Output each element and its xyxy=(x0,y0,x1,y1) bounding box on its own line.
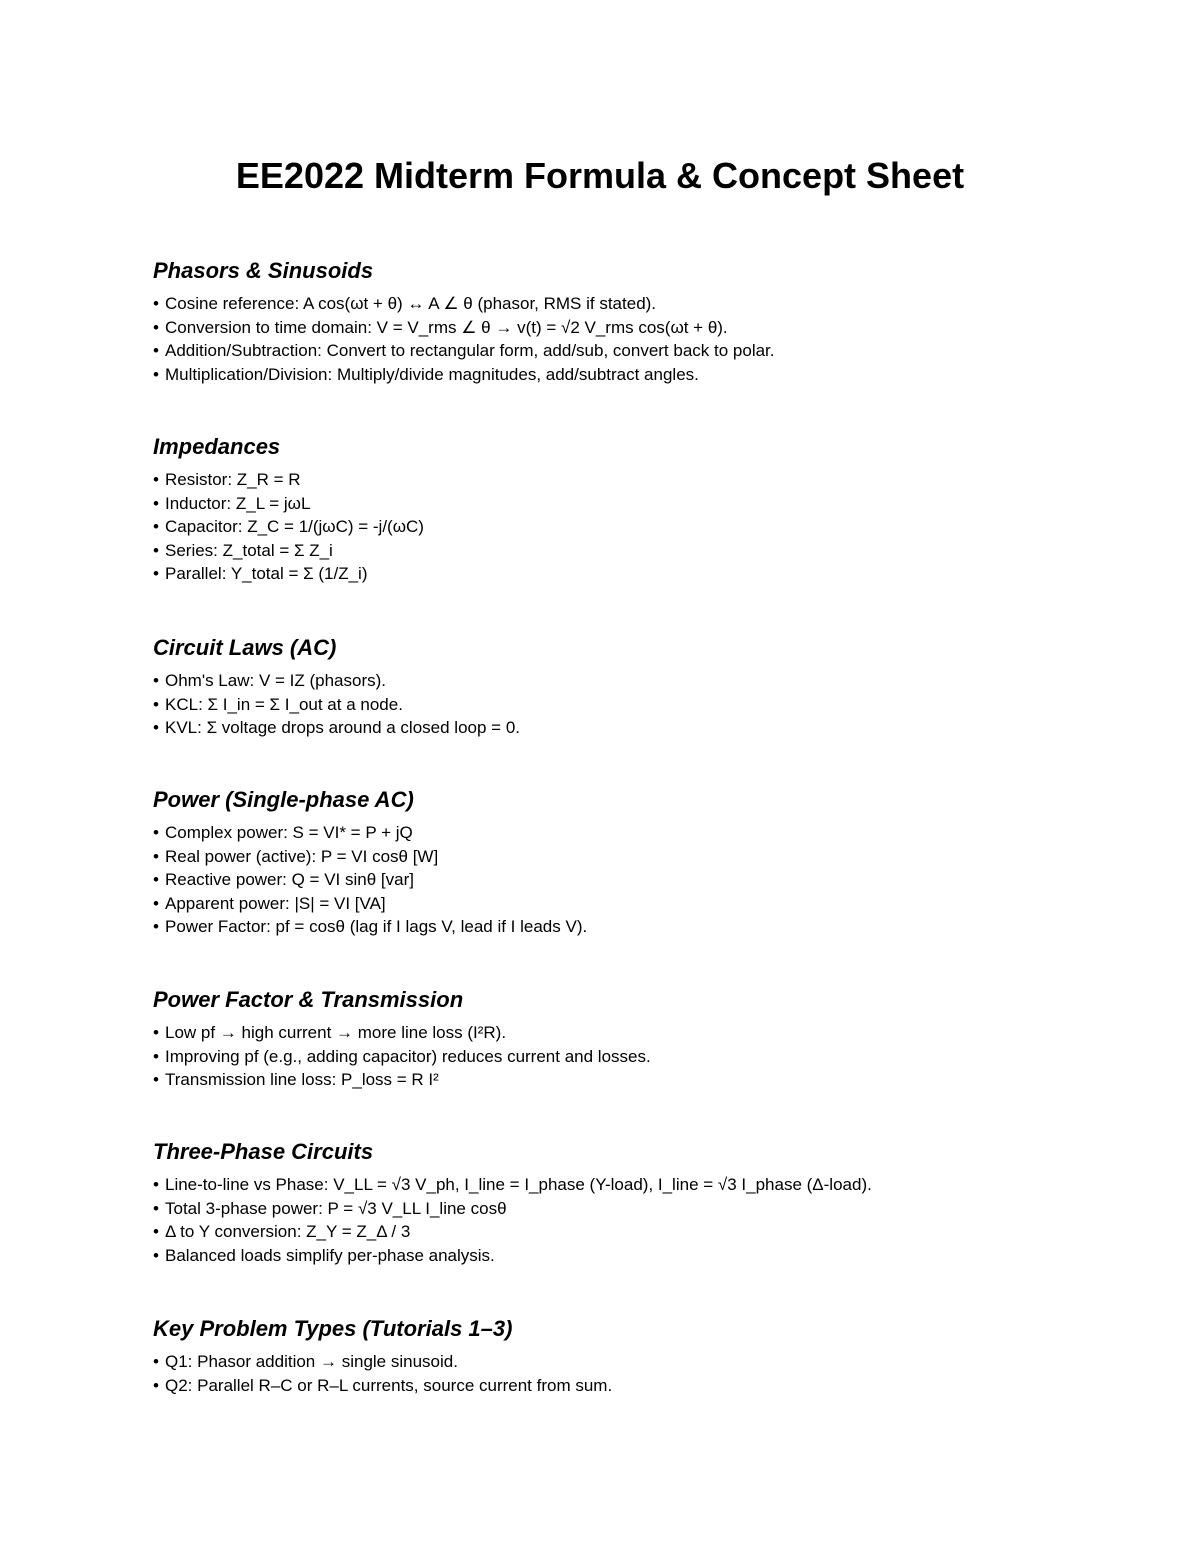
bullet-icon: • xyxy=(153,917,159,936)
list-item-text: Complex power: S = VI* = P + jQ xyxy=(165,823,413,842)
section-heading: Key Problem Types (Tutorials 1–3) xyxy=(153,1316,513,1341)
list-item-text: Balanced loads simplify per-phase analysis. xyxy=(165,1245,495,1265)
section-heading: Circuit Laws (AC) xyxy=(153,635,337,660)
bullet-icon: • xyxy=(153,564,159,583)
bullet-icon: • xyxy=(153,1375,159,1395)
list-item-text: Reactive power: Q = VI sinθ [var] xyxy=(165,870,414,889)
list-item-text: Apparent power: |S| = VI [VA] xyxy=(165,893,386,913)
list-item xyxy=(153,669,1113,693)
bullet-list xyxy=(153,1350,1113,1397)
list-item xyxy=(153,316,1113,340)
list-item-text: Low pf → high current → more line loss (I²R). xyxy=(165,1023,507,1042)
bullet-icon: • xyxy=(153,893,159,913)
page-title: EE2022 Midterm Formula & Concept Sheet xyxy=(235,155,965,196)
bullet-icon: • xyxy=(153,846,159,866)
list-item-text: Capacitor: Z_C = 1/(jωC) = -j/(ωC) xyxy=(165,517,424,536)
list-item-text: Transmission line loss: P_loss = R I² xyxy=(165,1070,439,1089)
bullet-icon: • xyxy=(153,671,159,690)
section-heading: Power (Single-phase AC) xyxy=(153,787,414,812)
list-item xyxy=(153,821,1113,845)
list-item xyxy=(153,1350,1113,1374)
bullet-list xyxy=(153,669,1113,740)
section-three-phase xyxy=(153,1137,1113,1267)
list-item-text: Addition/Subtraction: Convert to rectangular form, add/sub, convert back to polar. xyxy=(165,341,775,360)
list-item xyxy=(153,1173,1113,1197)
list-item-text: Resistor: Z_R = R xyxy=(165,470,301,489)
bullet-icon: • xyxy=(153,870,159,889)
list-item xyxy=(153,468,1113,492)
list-item xyxy=(153,1220,1113,1244)
bullet-icon: • xyxy=(153,470,159,489)
list-item-text: Parallel: Y_total = Σ (1/Z_i) xyxy=(165,564,368,583)
bullet-icon: • xyxy=(153,1046,159,1066)
section-power xyxy=(153,785,1113,939)
section-heading: Impedances xyxy=(153,434,281,459)
list-item-text: Series: Z_total = Σ Z_i xyxy=(165,540,333,560)
bullet-list xyxy=(153,468,1113,586)
list-item-text: Inductor: Z_L = jωL xyxy=(165,493,311,513)
list-item xyxy=(153,339,1113,363)
bullet-icon: • xyxy=(153,294,159,313)
list-item-text: Q2: Parallel R–C or R–L currents, source current from sum. xyxy=(165,1375,613,1395)
section-circuit-laws xyxy=(153,633,1113,740)
list-item-text: Multiplication/Division: Multiply/divide magnitudes, add/subtract angles. xyxy=(165,364,699,384)
list-item xyxy=(153,868,1113,892)
bullet-icon: • xyxy=(153,364,159,384)
list-item xyxy=(153,292,1113,316)
section-power-factor xyxy=(153,985,1113,1092)
bullet-icon: • xyxy=(153,1198,159,1218)
bullet-list xyxy=(153,821,1113,939)
bullet-icon: • xyxy=(153,823,159,842)
list-item-text: Ohm's Law: V = IZ (phasors). xyxy=(165,671,387,690)
bullet-list xyxy=(153,1173,1113,1267)
list-item-text: Total 3-phase power: P = √3 V_LL I_line cosθ xyxy=(165,1198,507,1218)
list-item xyxy=(153,1045,1113,1069)
bullet-icon: • xyxy=(153,1175,159,1194)
list-item xyxy=(153,515,1113,539)
section-heading: Three-Phase Circuits xyxy=(153,1139,374,1164)
bullet-icon: • xyxy=(153,540,159,560)
section-heading: Power Factor & Transmission xyxy=(153,987,464,1012)
list-item xyxy=(153,716,1113,740)
list-item xyxy=(153,562,1113,586)
list-item xyxy=(153,693,1113,717)
list-item xyxy=(153,892,1113,916)
bullet-icon: • xyxy=(153,694,159,714)
list-item-text: KVL: Σ voltage drops around a closed loop = 0. xyxy=(165,718,520,737)
list-item-text: Q1: Phasor addition → single sinusoid. xyxy=(165,1352,458,1371)
list-item xyxy=(153,539,1113,563)
bullet-icon: • xyxy=(153,517,159,536)
section-impedances xyxy=(153,432,1113,586)
bullet-icon: • xyxy=(153,1023,159,1042)
list-item xyxy=(153,1197,1113,1221)
list-item-text: Conversion to time domain: V = V_rms ∠ θ → v(t) = √2 V_rms cos(ωt + θ). xyxy=(165,317,728,337)
list-item-text: KCL: Σ I_in = Σ I_out at a node. xyxy=(165,694,403,714)
section-key-problems xyxy=(153,1314,1113,1397)
list-item-text: Line-to-line vs Phase: V_LL = √3 V_ph, I_line = I_phase (Y-load), I_line = √3 I_phase (Δ-load). xyxy=(165,1175,872,1194)
list-item xyxy=(153,1021,1113,1045)
list-item xyxy=(153,1374,1113,1398)
section-phasors xyxy=(153,256,1113,386)
list-item-text: Cosine reference: A cos(ωt + θ) ↔ A ∠ θ (phasor, RMS if stated). xyxy=(165,294,657,313)
bullet-icon: • xyxy=(153,341,159,360)
list-item xyxy=(153,1244,1113,1268)
bullet-icon: • xyxy=(153,317,159,337)
list-item xyxy=(153,845,1113,869)
list-item-text: Improving pf (e.g., adding capacitor) reduces current and losses. xyxy=(165,1046,651,1066)
bullet-icon: • xyxy=(153,1070,159,1089)
list-item xyxy=(153,363,1113,387)
bullet-icon: • xyxy=(153,1222,159,1241)
section-heading: Phasors & Sinusoids xyxy=(153,258,374,283)
bullet-list xyxy=(153,1021,1113,1092)
bullet-icon: • xyxy=(153,1352,159,1371)
list-item-text: Δ to Y conversion: Z_Y = Z_Δ / 3 xyxy=(165,1222,411,1241)
bullet-icon: • xyxy=(153,493,159,513)
list-item xyxy=(153,492,1113,516)
bullet-icon: • xyxy=(153,1245,159,1265)
list-item xyxy=(153,915,1113,939)
list-item-text: Real power (active): P = VI cosθ [W] xyxy=(165,846,439,866)
bullet-list xyxy=(153,292,1113,386)
list-item xyxy=(153,1068,1113,1092)
list-item-text: Power Factor: pf = cosθ (lag if I lags V, lead if I leads V). xyxy=(165,917,588,936)
bullet-icon: • xyxy=(153,718,159,737)
